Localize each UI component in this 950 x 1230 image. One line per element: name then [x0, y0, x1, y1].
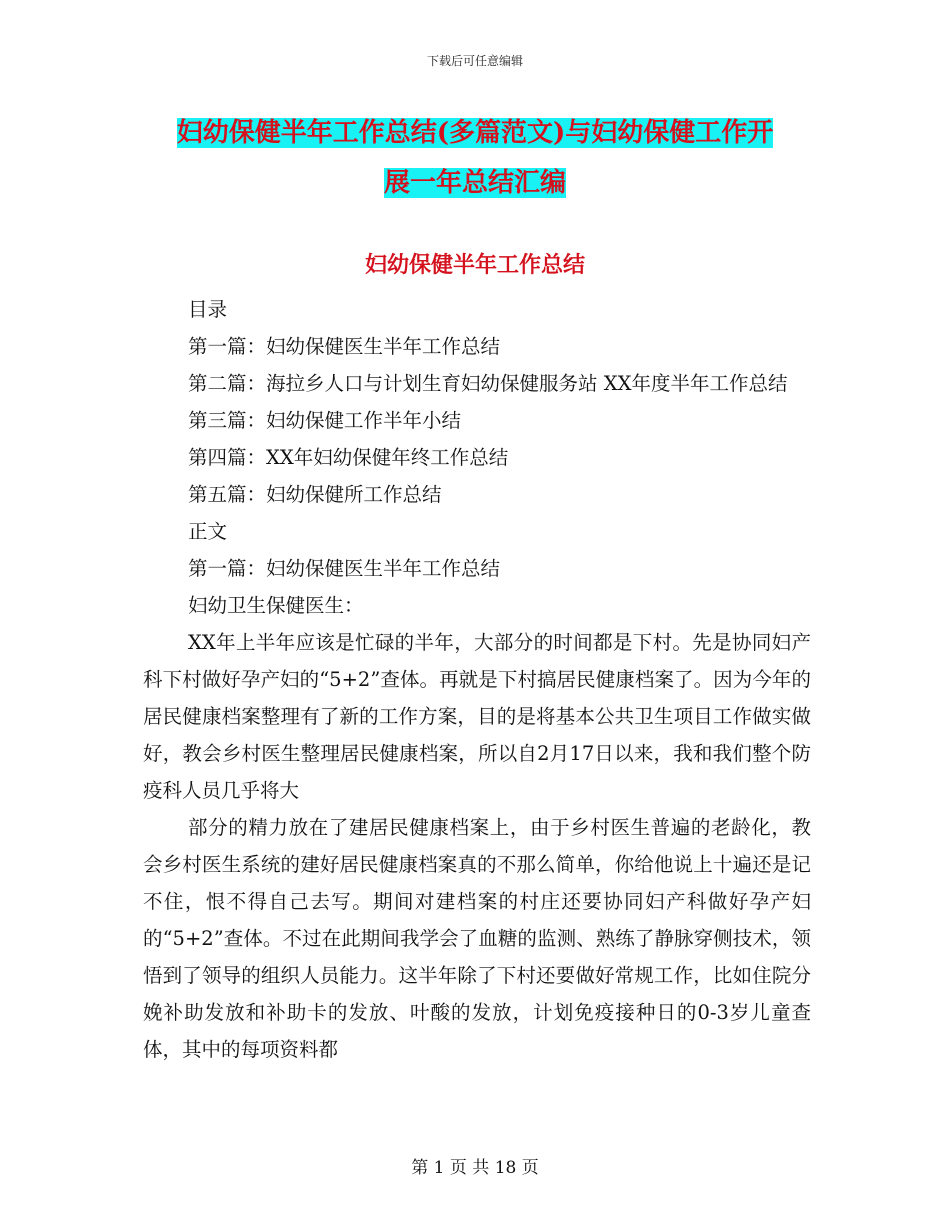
toc-item: 第二篇：海拉乡人口与计划生育妇幼保健服务站 XX年度半年工作总结 [188, 372, 788, 395]
document-title-line-2: 展一年总结汇编 [383, 168, 566, 198]
page-header-note: 下载后可任意编辑 [426, 54, 523, 68]
document-body [143, 291, 811, 1068]
toc-item: 第一篇：妇幼保健医生半年工作总结 [188, 335, 501, 358]
page-footer: 第 1 页 共 18 页 [411, 1158, 539, 1178]
toc-item: 第三篇：妇幼保健工作半年小结 [188, 409, 462, 432]
salutation: 妇幼卫生保健医生： [188, 594, 364, 617]
body-heading: 正文 [188, 520, 228, 543]
body-paragraph: XX年上半年应该是忙碌的半年，大部分的时间都是下村。先是协同妇产科下村做好孕产妇的“5+2”查体。再就是下村搞居民健康档案了。因为今年的居民健康档案整理有了新的工作方案，目的是将基本公共卫生项目工作做实做好，教会乡村医生整理居民健康档案，所以自2月17日以来，我和我们整个防疫科人员几乎将大 [143, 631, 811, 802]
body-paragraph: 部分的精力放在了建居民健康档案上，由于乡村医生普遍的老龄化，教会乡村医生系统的建好居民健康档案真的不那么简单，你给他说上十遍还是记不住，恨不得自己去写。期间对建档案的村庄还要协同妇产科做好孕产妇的“5+2”查体。不过在此期间我学会了血糖的监测、熟练了静脉穿侧技术，领悟到了领导的组织人员能力。这半年除了下村还要做好常规工作，比如住院分娩补助发放和补助卡的发放、叶酸的发放，计划免疫接种日的0-3岁儿童查体，其中的每项资料都 [143, 816, 811, 1061]
article-title: 第一篇：妇幼保健医生半年工作总结 [188, 557, 501, 580]
document-title [140, 108, 810, 208]
document-title-line-1: 妇幼保健半年工作总结(多篇范文)与妇幼保健工作开 [176, 118, 774, 148]
toc-item: 第五篇：妇幼保健所工作总结 [188, 483, 442, 506]
toc-heading: 目录 [188, 298, 228, 321]
toc-item: 第四篇：XX年妇幼保健年终工作总结 [188, 446, 509, 469]
section-title: 妇幼保健半年工作总结 [364, 252, 585, 278]
